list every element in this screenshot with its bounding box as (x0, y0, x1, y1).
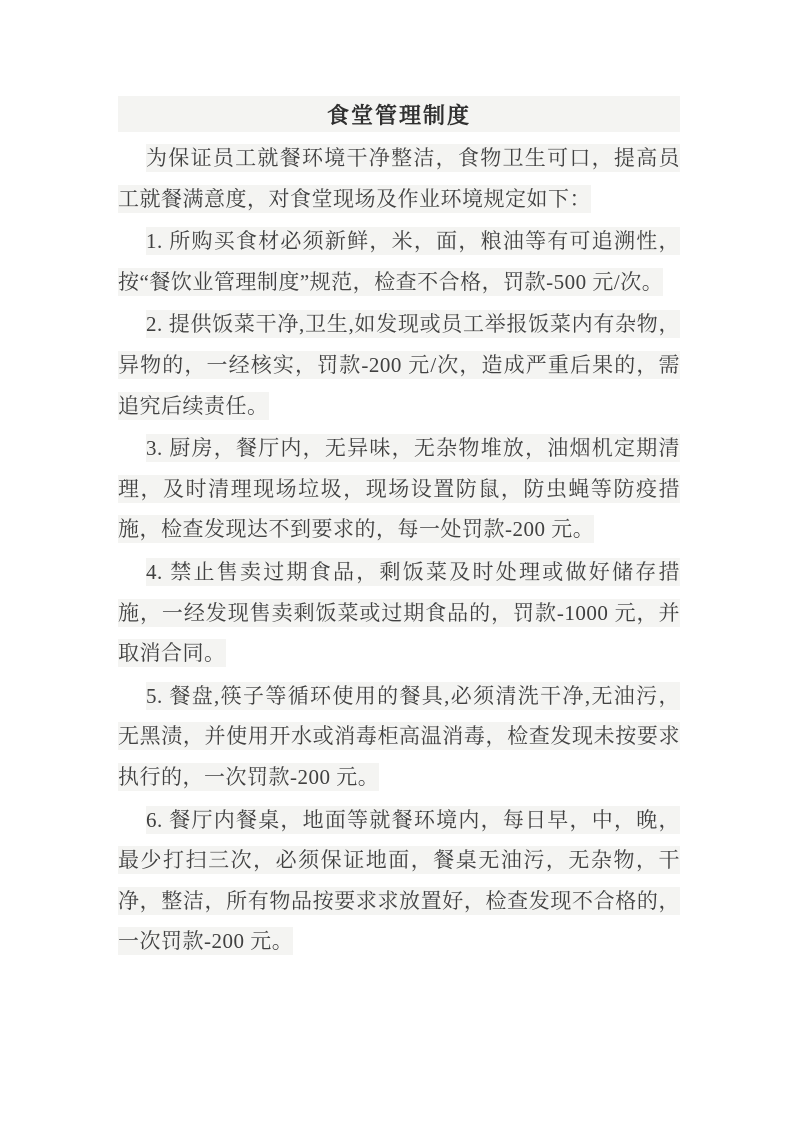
intro-paragraph (118, 138, 680, 219)
document-body (118, 138, 680, 962)
page-title: 食堂管理制度 (326, 102, 471, 128)
rule-paragraph-4 (118, 552, 680, 674)
rule-paragraph-3 (118, 428, 680, 550)
rule-2-text: 2. 提供饭菜干净,卫生,如发现或员工举报饭菜内有杂物，异物的，一经核实，罚款-200 元/次，造成严重后果的，需追究后续责任。 (118, 312, 680, 418)
rule-paragraph-5 (118, 676, 680, 798)
title-block (118, 96, 680, 132)
rule-3-text: 3. 厨房，餐厅内，无异味，无杂物堆放，油烟机定期清理，及时清理现场垃圾，现场设置防鼠，防虫蝇等防疫措施，检查发现达不到要求的，每一处罚款-200 元。 (118, 436, 680, 542)
rule-paragraph-1 (118, 221, 680, 302)
rule-1-text: 1. 所购买食材必须新鲜，米，面，粮油等有可追溯性，按“餐饮业管理制度”规范，检查不合格，罚款-500 元/次。 (118, 229, 680, 294)
rule-4-text: 4. 禁止售卖过期食品，剩饭菜及时处理或做好储存措施，一经发现售卖剩饭菜或过期食品的，罚款-1000 元，并取消合同。 (118, 559, 680, 666)
rule-6-text: 6. 餐厅内餐桌，地面等就餐环境内，每日早，中，晚，最少打扫三次，必须保证地面，餐桌无油污，无杂物，干净，整洁，所有物品按要求求放置好，检查发现不合格的，一次罚款-200 元。 (118, 807, 680, 954)
rule-5-text: 5. 餐盘,筷子等循环使用的餐具,必须清洗干净,无油污，无黑渍，并使用开水或消毒柜高温消毒，检查发现未按要求执行的，一次罚款-200 元。 (118, 683, 680, 789)
rule-paragraph-6 (118, 800, 680, 962)
intro-paragraph-text: 为保证员工就餐环境干净整洁，食物卫生可口，提高员工就餐满意度，对食堂现场及作业环境规定如下： (118, 146, 680, 211)
document-content (118, 96, 680, 964)
rule-paragraph-2 (118, 304, 680, 426)
